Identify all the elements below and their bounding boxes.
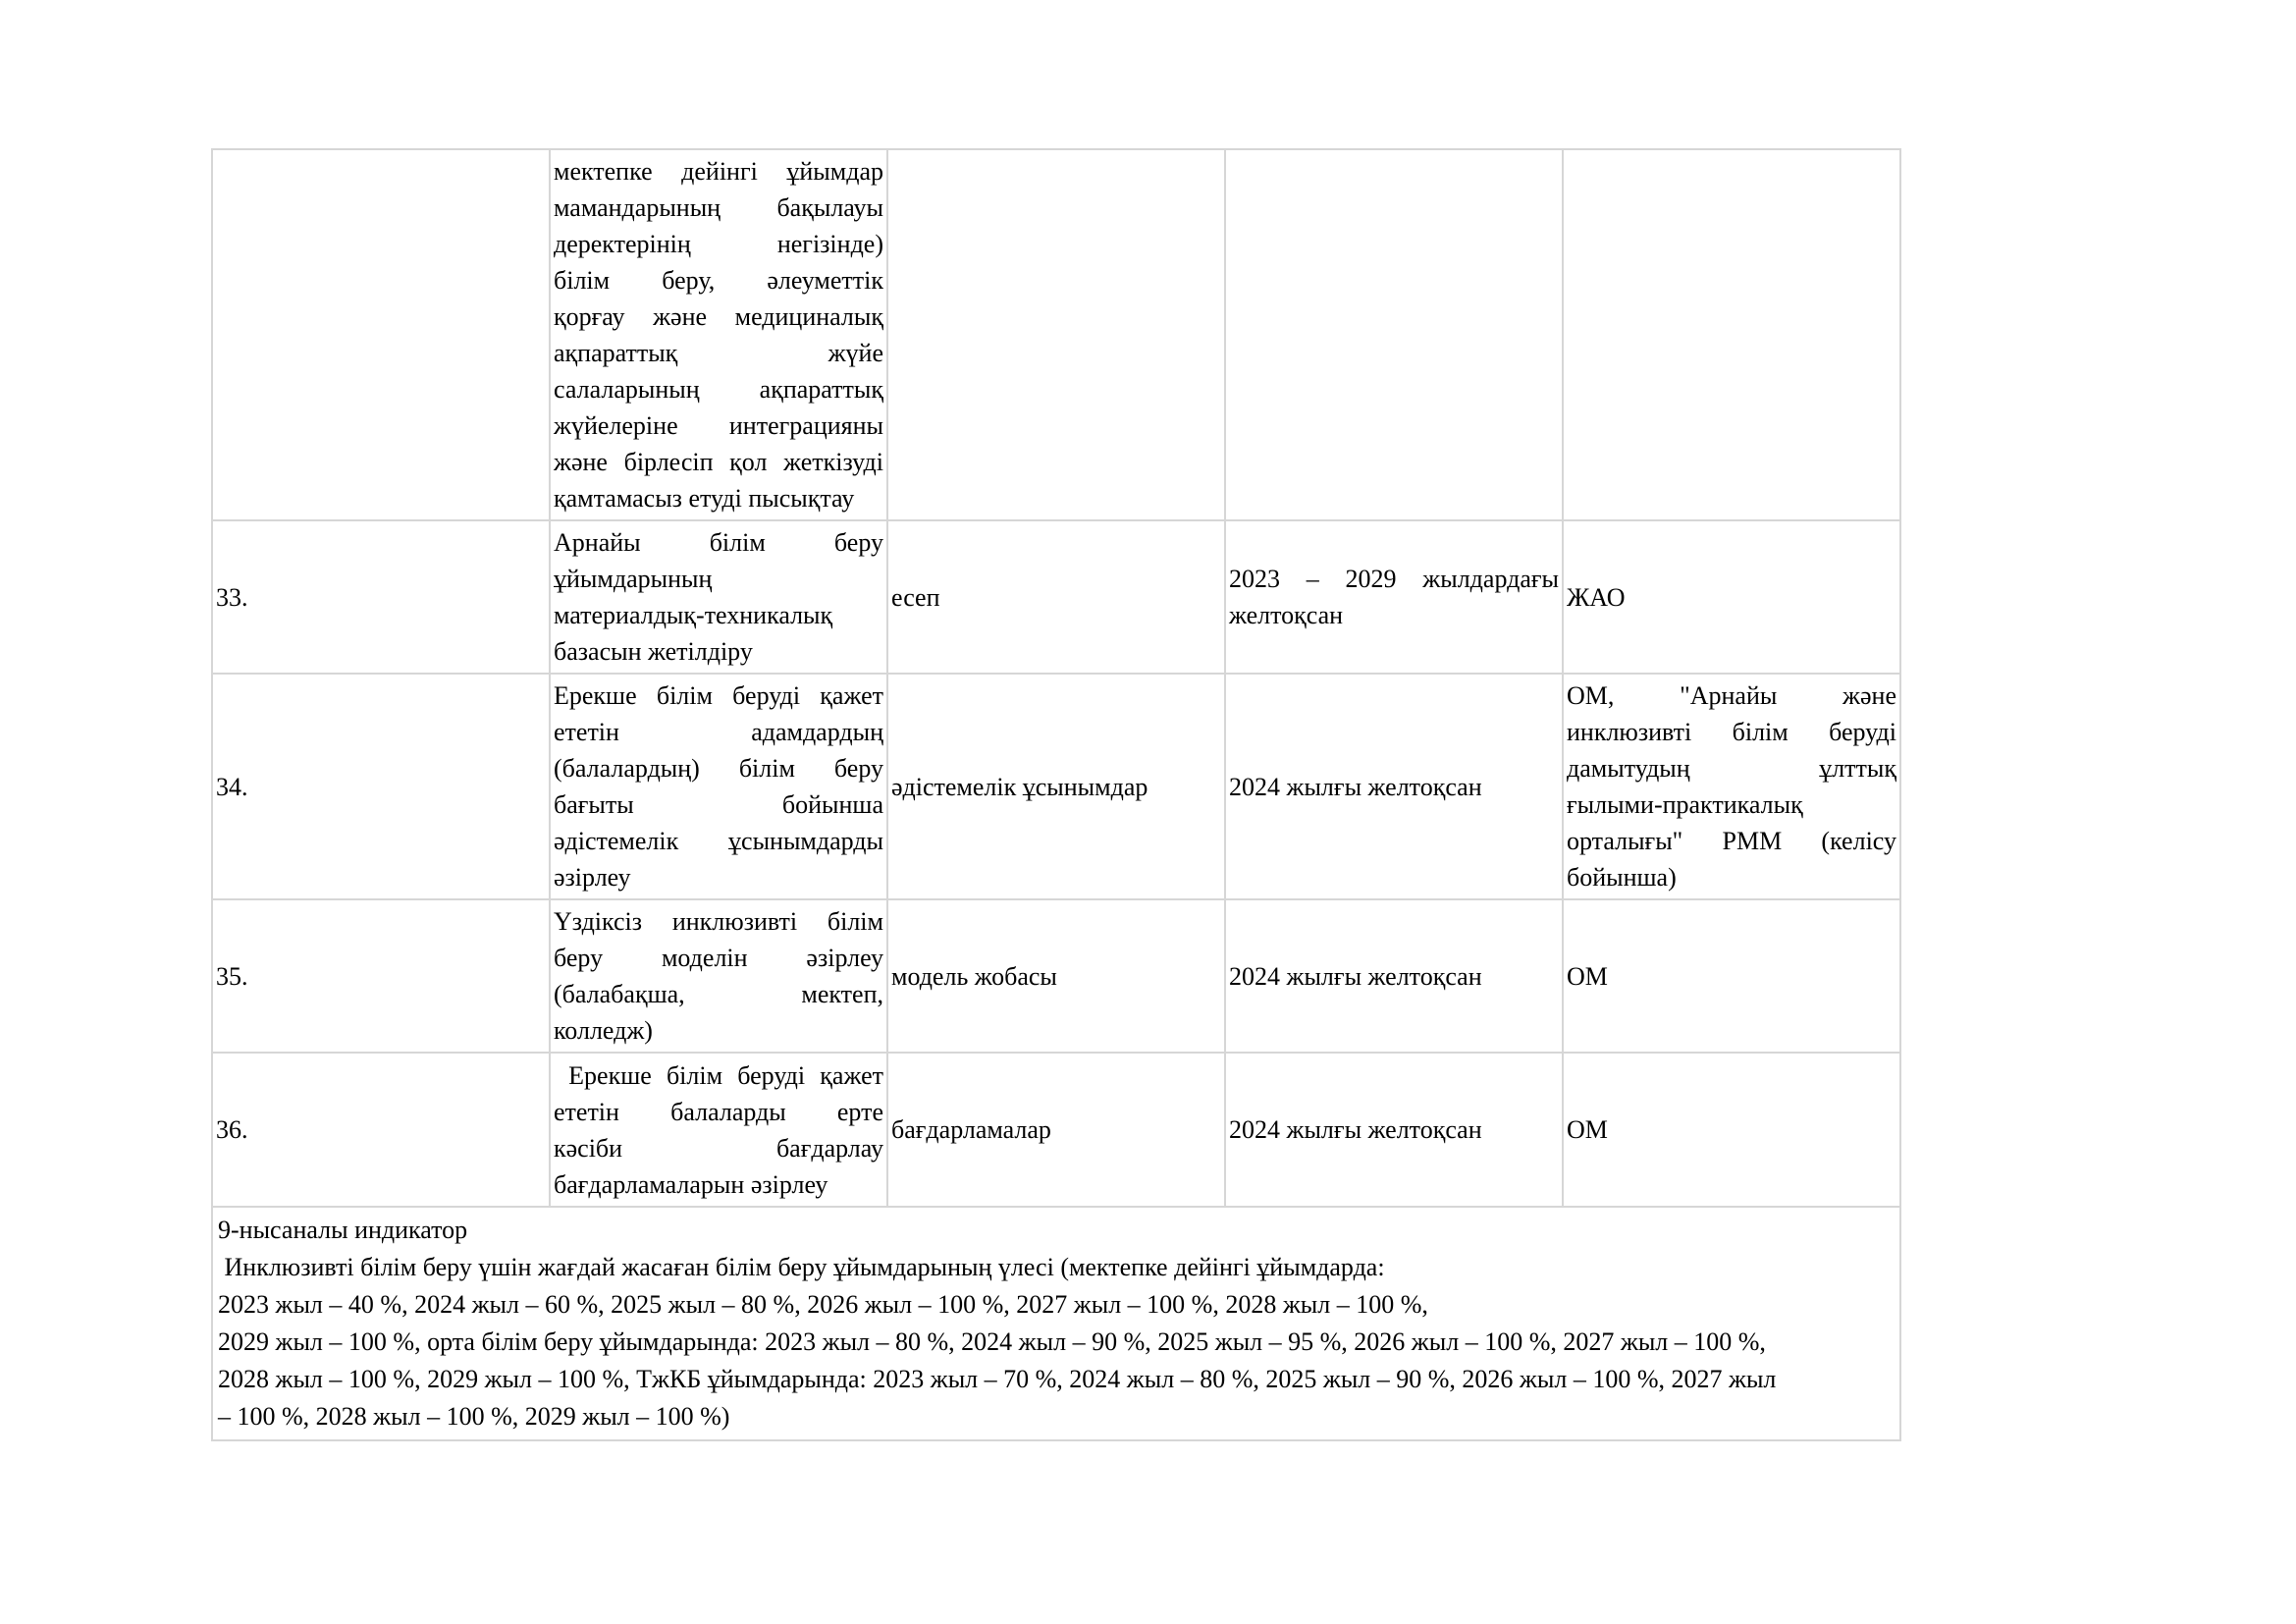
table-row	[212, 520, 1900, 674]
table-row	[212, 899, 1900, 1053]
deadline-cell: 2024 жылғы желтоқсан	[1225, 899, 1563, 1053]
form-cell: есеп	[887, 520, 1225, 674]
table-row	[212, 149, 1900, 520]
deadline-cell	[1225, 149, 1563, 520]
indicator-text-line: 2029 жыл – 100 %, орта білім беру ұйымдарында: 2023 жыл – 80 %, 2024 жыл – 90 %, 2025 жыл – 95 %, 2026 жыл – 100 %, 2027 жыл – 100 %,	[218, 1327, 1766, 1356]
indicator-text-line: 2023 жыл – 40 %, 2024 жыл – 60 %, 2025 жыл – 80 %, 2026 жыл – 100 %, 2027 жыл – 100 %, 2028 жыл – 100 %,	[218, 1290, 1428, 1319]
deadline-cell: 2024 жылғы желтоқсан	[1225, 1053, 1563, 1207]
responsible-cell	[1563, 149, 1900, 520]
row-number-cell: 36.	[212, 1053, 550, 1207]
form-cell	[887, 149, 1225, 520]
indicator-title: 9-нысаналы индикатор	[218, 1216, 468, 1244]
form-cell: модель жобасы	[887, 899, 1225, 1053]
form-cell: әдістемелік ұсынымдар	[887, 674, 1225, 899]
responsible-cell: ОМ, "Арнайы және инклюзивті білім беруді дамытудың ұлттық ғылыми-практикалық орталығы" РММ (келісу бойынша)	[1563, 674, 1900, 899]
row-number-cell: 33.	[212, 520, 550, 674]
table-row	[212, 674, 1900, 899]
responsible-cell: ОМ	[1563, 1053, 1900, 1207]
indicator-text-line: Инклюзивті білім беру үшін жағдай жасаған білім беру ұйымдарының үлесі (мектепке дейінгі ұйымдарда:	[218, 1253, 1385, 1281]
task-cell: Ерекше білім беруді қажет ететін балаларды ерте кәсіби бағдарлау бағдарламаларын әзірлеу	[550, 1053, 887, 1207]
task-cell: мектепке дейінгі ұйымдар мамандарының бақылауы деректерінің негізінде) білім беру, әлеуметтік қорғау және медициналық ақпараттық жүйе салаларының ақпараттық жүйелеріне интеграцияны және бірлесіп қол жеткізуді қамтамасыз етуді пысықтау	[550, 149, 887, 520]
indicator-row	[212, 1207, 1900, 1440]
indicator-text-line: 2028 жыл – 100 %, 2029 жыл – 100 %, ТжКБ ұйымдарында: 2023 жыл – 70 %, 2024 жыл – 80 %, 2025 жыл – 90 %, 2026 жыл – 100 %, 2027 жыл	[218, 1365, 1777, 1393]
row-number-cell: 35.	[212, 899, 550, 1053]
indicator-text-line: – 100 %, 2028 жыл – 100 %, 2029 жыл – 100 %)	[218, 1402, 730, 1431]
task-cell: Арнайы білім беру ұйымдарының материалдық-техникалық базасын жетілдіру	[550, 520, 887, 674]
plan-table	[211, 148, 1901, 1441]
task-cell: Үздіксіз инклюзивті білім беру моделін әзірлеу (балабақша, мектеп, колледж)	[550, 899, 887, 1053]
deadline-cell: 2024 жылғы желтоқсан	[1225, 674, 1563, 899]
table-row	[212, 1053, 1900, 1207]
responsible-cell: ЖАО	[1563, 520, 1900, 674]
deadline-cell: 2023 – 2029 жылдардағы желтоқсан	[1225, 520, 1563, 674]
task-cell: Ерекше білім беруді қажет ететін адамдардың (балалардың) білім беру бағыты бойынша әдістемелік ұсынымдарды әзірлеу	[550, 674, 887, 899]
row-number-cell: 34.	[212, 674, 550, 899]
responsible-cell: ОМ	[1563, 899, 1900, 1053]
row-number-cell	[212, 149, 550, 520]
form-cell: бағдарламалар	[887, 1053, 1225, 1207]
indicator-cell	[212, 1207, 1900, 1440]
